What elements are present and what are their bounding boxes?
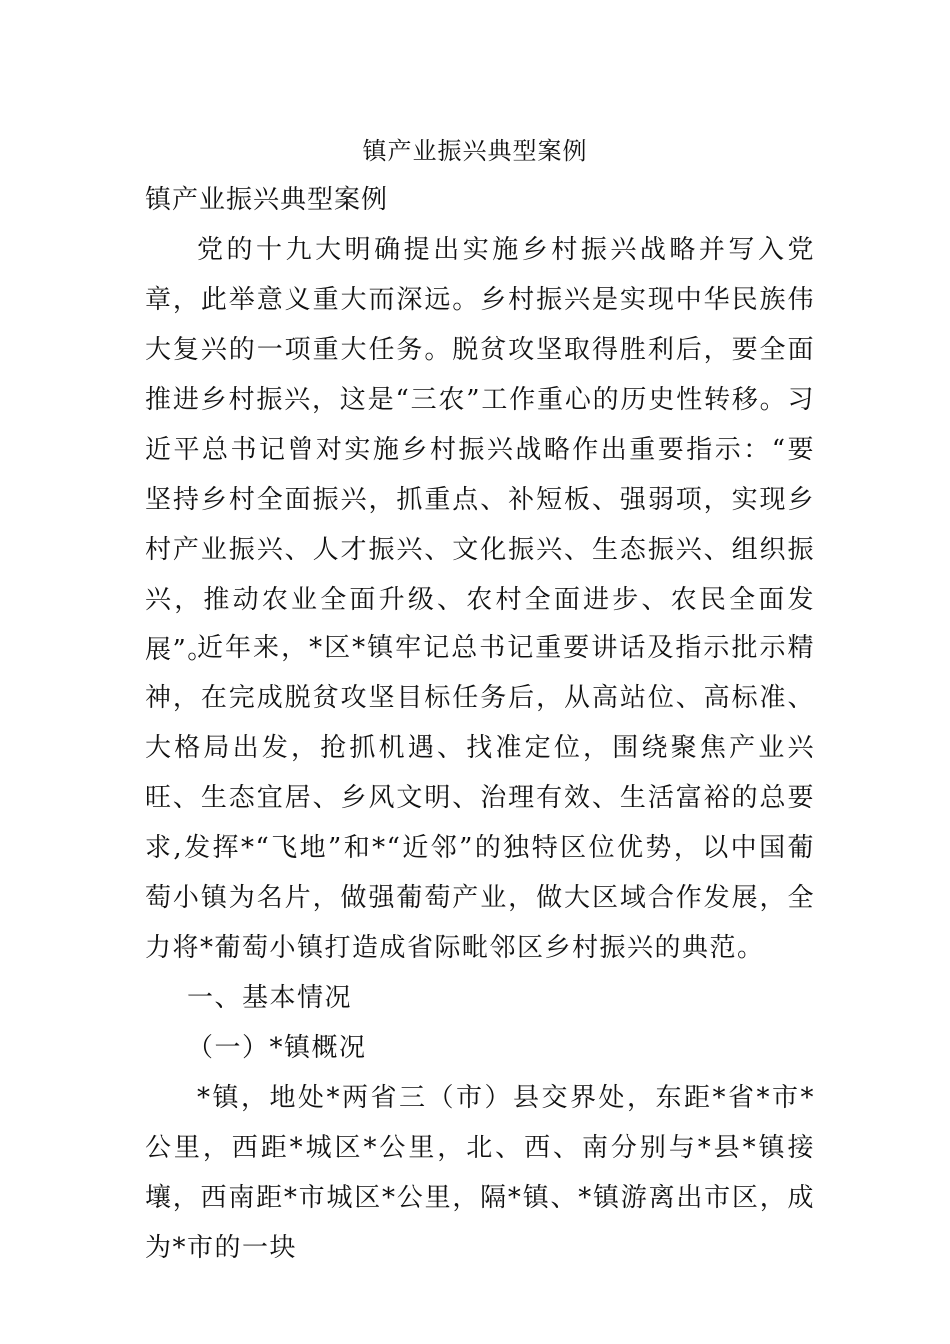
section-heading-basic-info: 一、基本情况 [187, 983, 353, 1013]
document-subtitle: 镇产业振兴典型案例 [145, 185, 389, 215]
subsection-heading-town-overview: （一）*镇概况 [187, 1033, 367, 1063]
paragraph-intro: 党的十九大明确提出实施乡村振兴战略并写入党章，此举意义重大而深远。乡村振兴是实现中华民族伟大复兴的一项重大任务。脱贫攻坚取得胜利后，要全面推进乡村振兴，这是“三农”工作重心的历史性转移。习近平总书记曾对实施乡村振兴战略作出重要指示：“要坚持乡村全面振兴，抓重点、补短板、强弱项，实现乡村产业振兴、人才振兴、文化振兴、生态振兴、组织振兴，推动农业全面升级、农村全面进步、农民全面发展”。 [145, 235, 815, 665]
document-title: 镇产业振兴典型案例 [362, 137, 588, 165]
paragraph-recent-years: 近年来，*区*镇牢记总书记重要讲话及指示批示精神，在完成脱贫攻坚目标任务后，从高站位、高标准、大格局出发，抢抓机遇、找准定位，围绕聚焦产业兴旺、生态宜居、乡风文明、治理有效、生活富裕的总要求,发挥*“飞地”和*“近邻”的独特区位优势，以中国葡萄小镇为名片，做强葡萄产业，做大区域合作发展，全力将*葡萄小镇打造成省际毗邻区乡村振兴的典范。 [145, 633, 815, 963]
paragraph-town-location: *镇，地处*两省三（市）县交界处，东距*省*市*公里，西距*城区*公里，北、西、南分别与*县*镇接壤，西南距*市城区*公里，隔*镇、*镇游离出市区，成为*市的一块 [145, 1083, 815, 1263]
